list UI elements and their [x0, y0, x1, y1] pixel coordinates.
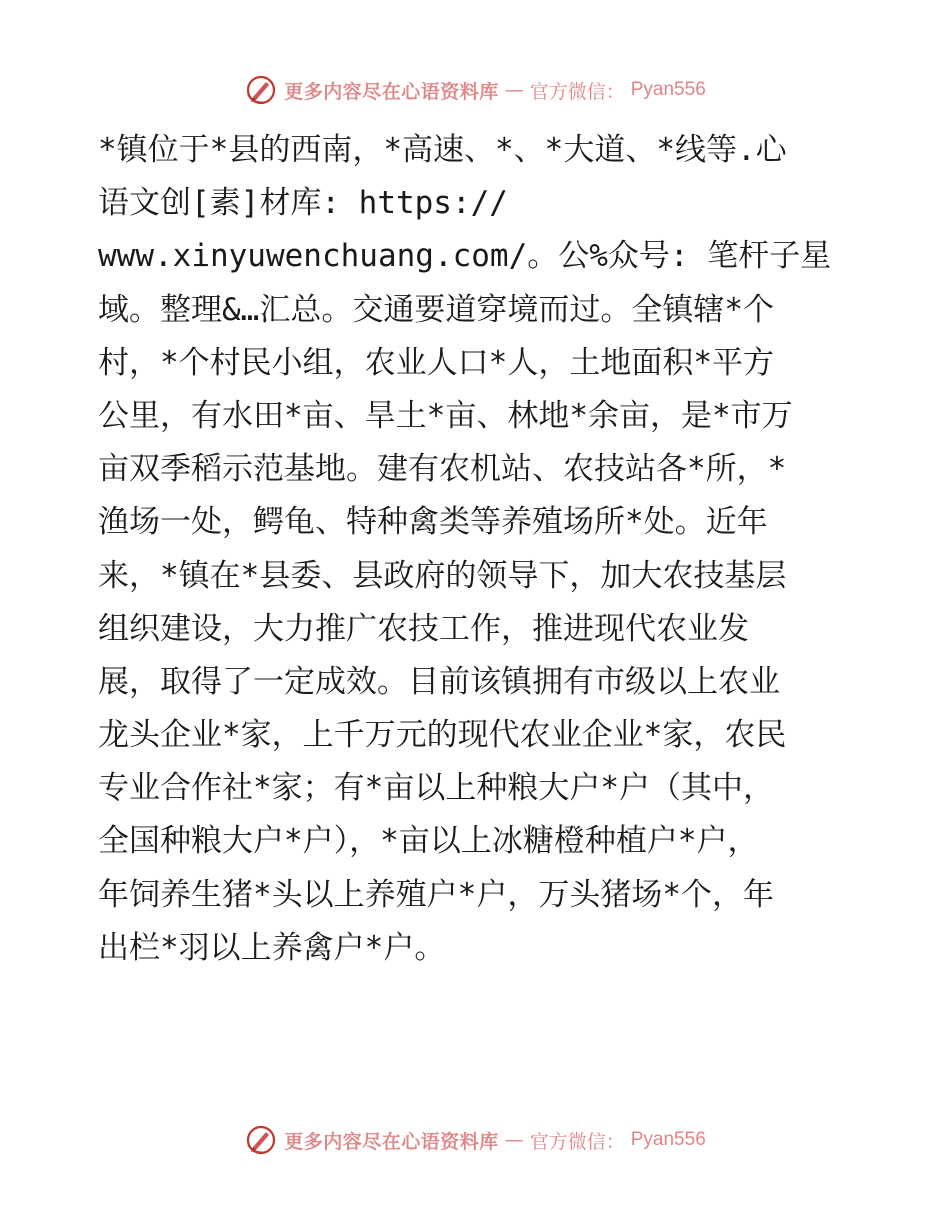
footer-banner — [0, 1120, 950, 1160]
paragraph-line: 组织建设，大力推广农技工作，推进现代农业发 — [98, 610, 749, 647]
paragraph-line: 村，*个村民小组，农业人口*人，土地面积*平方 — [98, 344, 774, 381]
paragraph-line: 渔场一处，鳄龟、特种禽类等养殖场所*处。近年 — [98, 504, 768, 541]
paragraph-line: 语文创[素]材库: https:// — [98, 185, 508, 222]
paragraph-line: 亩双季稻示范基地。建有农机站、农技站各*所，* — [98, 451, 787, 488]
paragraph-line: 域。整理&…汇总。交通要道穿境而过。全镇辖*个 — [98, 291, 774, 328]
footer-wechat-id: Pyan556 — [630, 1129, 706, 1150]
footer-banner-text: 更多内容尽在心语资料库 — [284, 1130, 499, 1153]
paragraph-line: 全国种粮大户*户），*亩以上冰糖橙种植户*户， — [98, 823, 759, 860]
header-banner — [0, 70, 950, 110]
paragraph-line: *镇位于*县的西南，*高速、*、*大道、*线等.心 — [98, 132, 787, 168]
footer-banner-content — [244, 1123, 706, 1157]
footer-banner-separator: — — [504, 1129, 524, 1151]
footer-wechat-label: 官方微信： — [529, 1130, 625, 1153]
header-banner-separator: — — [504, 79, 524, 101]
header-banner-text: 更多内容尽在心语资料库 — [284, 80, 499, 103]
body-paragraph — [98, 124, 850, 975]
paragraph-line: 展，取得了一定成效。目前该镇拥有市级以上农业 — [98, 663, 780, 700]
paragraph-line: www.xinyuwenchuang.com/。公%众号: 笔杆子星 — [98, 238, 832, 275]
paragraph-line: 公里，有水田*亩、旱土*亩、林地*余亩，是*市万 — [98, 397, 793, 434]
pen-logo-icon — [244, 1123, 278, 1157]
paragraph-line: 年饲养生猪*头以上养殖户*户，万头猪场*个，年 — [98, 876, 774, 913]
paragraph-line: 来，*镇在*县委、县政府的领导下，加大农技基层 — [98, 557, 787, 594]
header-banner-content — [244, 73, 706, 107]
paragraph-line: 出栏*羽以上养禽户*户。 — [98, 929, 446, 966]
header-wechat-label: 官方微信： — [529, 80, 625, 103]
paragraph-line: 龙头企业*家，上千万元的现代农业企业*家，农民 — [98, 717, 787, 754]
header-wechat-id: Pyan556 — [630, 79, 706, 100]
paragraph-line: 专业合作社*家；有*亩以上种粮大户*户（其中， — [98, 770, 774, 807]
pen-logo-icon — [244, 73, 278, 107]
